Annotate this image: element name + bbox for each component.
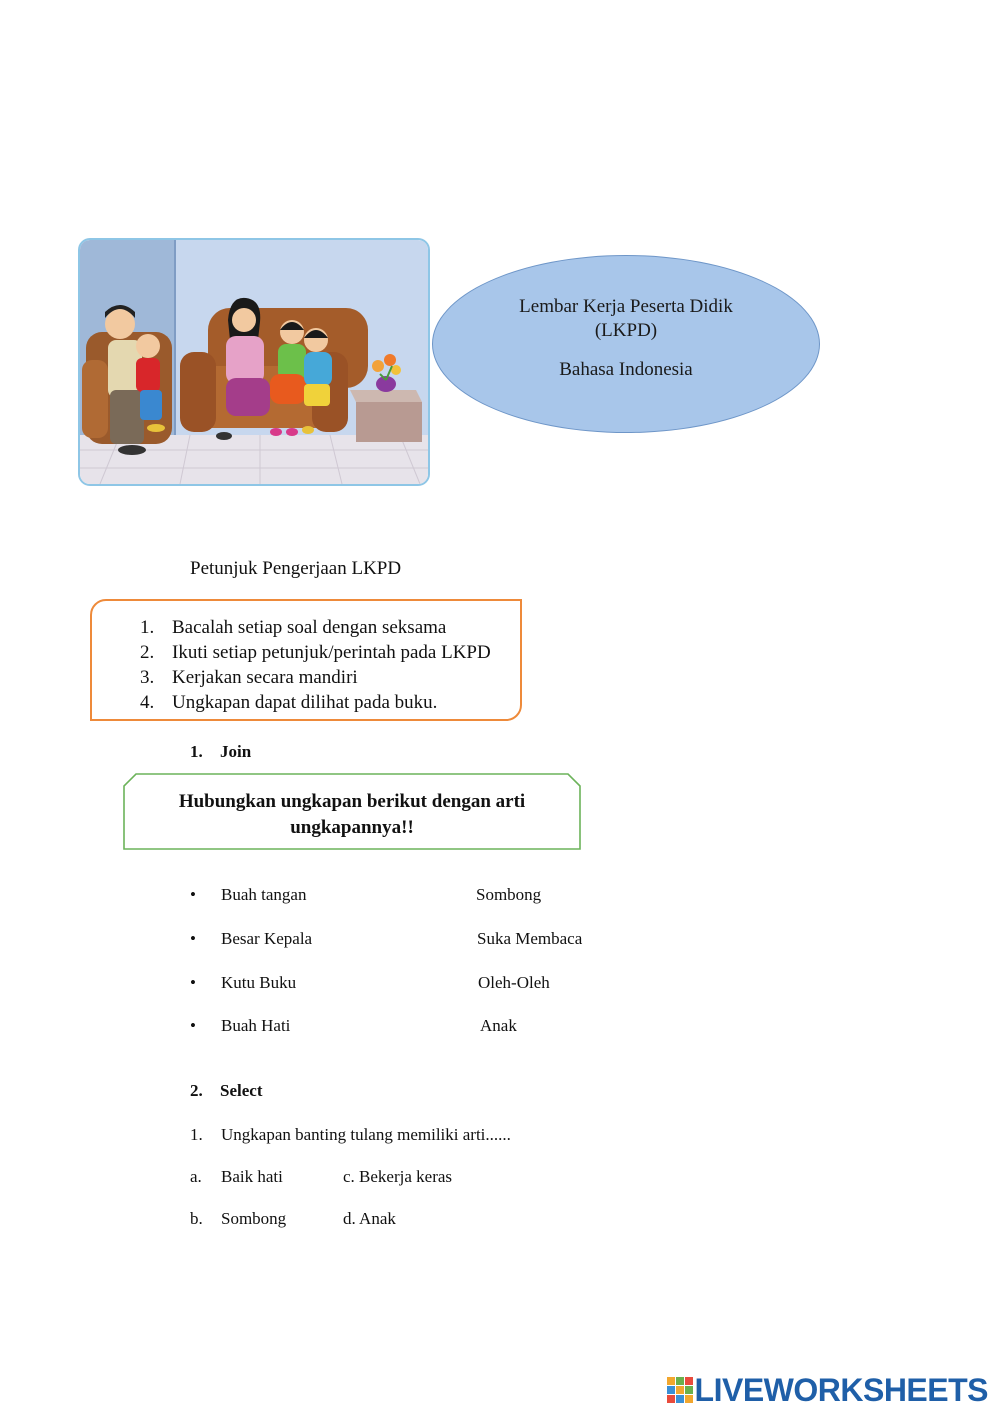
subject-title: Bahasa Indonesia xyxy=(559,359,693,380)
instruction-number: 1. xyxy=(140,617,155,638)
match-meaning[interactable]: Oleh-Oleh xyxy=(478,973,550,992)
option-label: b. xyxy=(190,1209,203,1228)
bullet: • xyxy=(190,929,196,948)
option-d[interactable]: d. Anak xyxy=(343,1209,396,1228)
join-instruction-box xyxy=(123,773,581,850)
match-meaning[interactable]: Anak xyxy=(480,1016,517,1035)
section-title: Select xyxy=(220,1081,263,1100)
question-text: Ungkapan banting tulang memiliki arti...... xyxy=(221,1125,511,1144)
match-term[interactable]: Buah tangan xyxy=(221,885,307,904)
logo-text: LIVEWORKSHEETS xyxy=(694,1371,988,1408)
title-line-2: (LKPD) xyxy=(594,320,658,341)
instructions-box xyxy=(90,599,522,721)
instruction-item xyxy=(140,615,491,640)
match-term[interactable]: Besar Kepala xyxy=(221,929,313,948)
liveworksheets-logo xyxy=(667,1372,988,1408)
instructions-list xyxy=(140,615,491,715)
option-a[interactable]: Baik hati xyxy=(221,1167,283,1186)
instructions-heading: Petunjuk Pengerjaan LKPD xyxy=(190,558,402,579)
match-meaning[interactable]: Suka Membaca xyxy=(477,929,583,948)
instruction-number: 2. xyxy=(140,642,155,663)
instruction-item xyxy=(140,665,491,690)
instruction-number: 3. xyxy=(140,667,155,688)
instruction-item xyxy=(140,640,491,665)
instruction-number: 4. xyxy=(140,692,155,713)
instruction-text: Ikuti setiap petunjuk/perintah pada LKPD xyxy=(172,642,491,663)
logo-mark-icon xyxy=(667,1377,693,1403)
section-number: 2. xyxy=(190,1081,203,1100)
option-c[interactable]: c. Bekerja keras xyxy=(343,1167,453,1186)
bullet: • xyxy=(190,973,196,992)
bullet: • xyxy=(190,885,196,904)
section-join-heading xyxy=(190,742,251,762)
section-select-heading xyxy=(190,1081,262,1101)
match-term[interactable]: Kutu Buku xyxy=(221,973,297,992)
option-label: a. xyxy=(190,1167,202,1186)
instruction-text: Bacalah setiap soal dengan seksama xyxy=(172,617,447,638)
match-meaning[interactable]: Sombong xyxy=(476,885,542,904)
instruction-text: Ungkapan dapat dilihat pada buku. xyxy=(172,692,438,713)
section-title: Join xyxy=(220,742,252,761)
join-instruction-text xyxy=(123,789,581,841)
join-instruction-line: ungkapannya!! xyxy=(290,817,414,838)
bullet: • xyxy=(190,1016,196,1035)
instruction-item xyxy=(140,690,491,715)
instruction-text: Kerjakan secara mandiri xyxy=(172,667,358,688)
question-number: 1. xyxy=(190,1125,203,1144)
title-ellipse xyxy=(432,255,820,433)
title-line-1: Lembar Kerja Peserta Didik xyxy=(519,296,733,317)
section-number: 1. xyxy=(190,742,203,761)
join-instruction-line: Hubungkan ungkapan berikut dengan arti xyxy=(178,791,526,812)
option-b[interactable]: Sombong xyxy=(221,1209,287,1228)
family-illustration xyxy=(78,238,430,486)
match-term[interactable]: Buah Hati xyxy=(221,1016,291,1035)
